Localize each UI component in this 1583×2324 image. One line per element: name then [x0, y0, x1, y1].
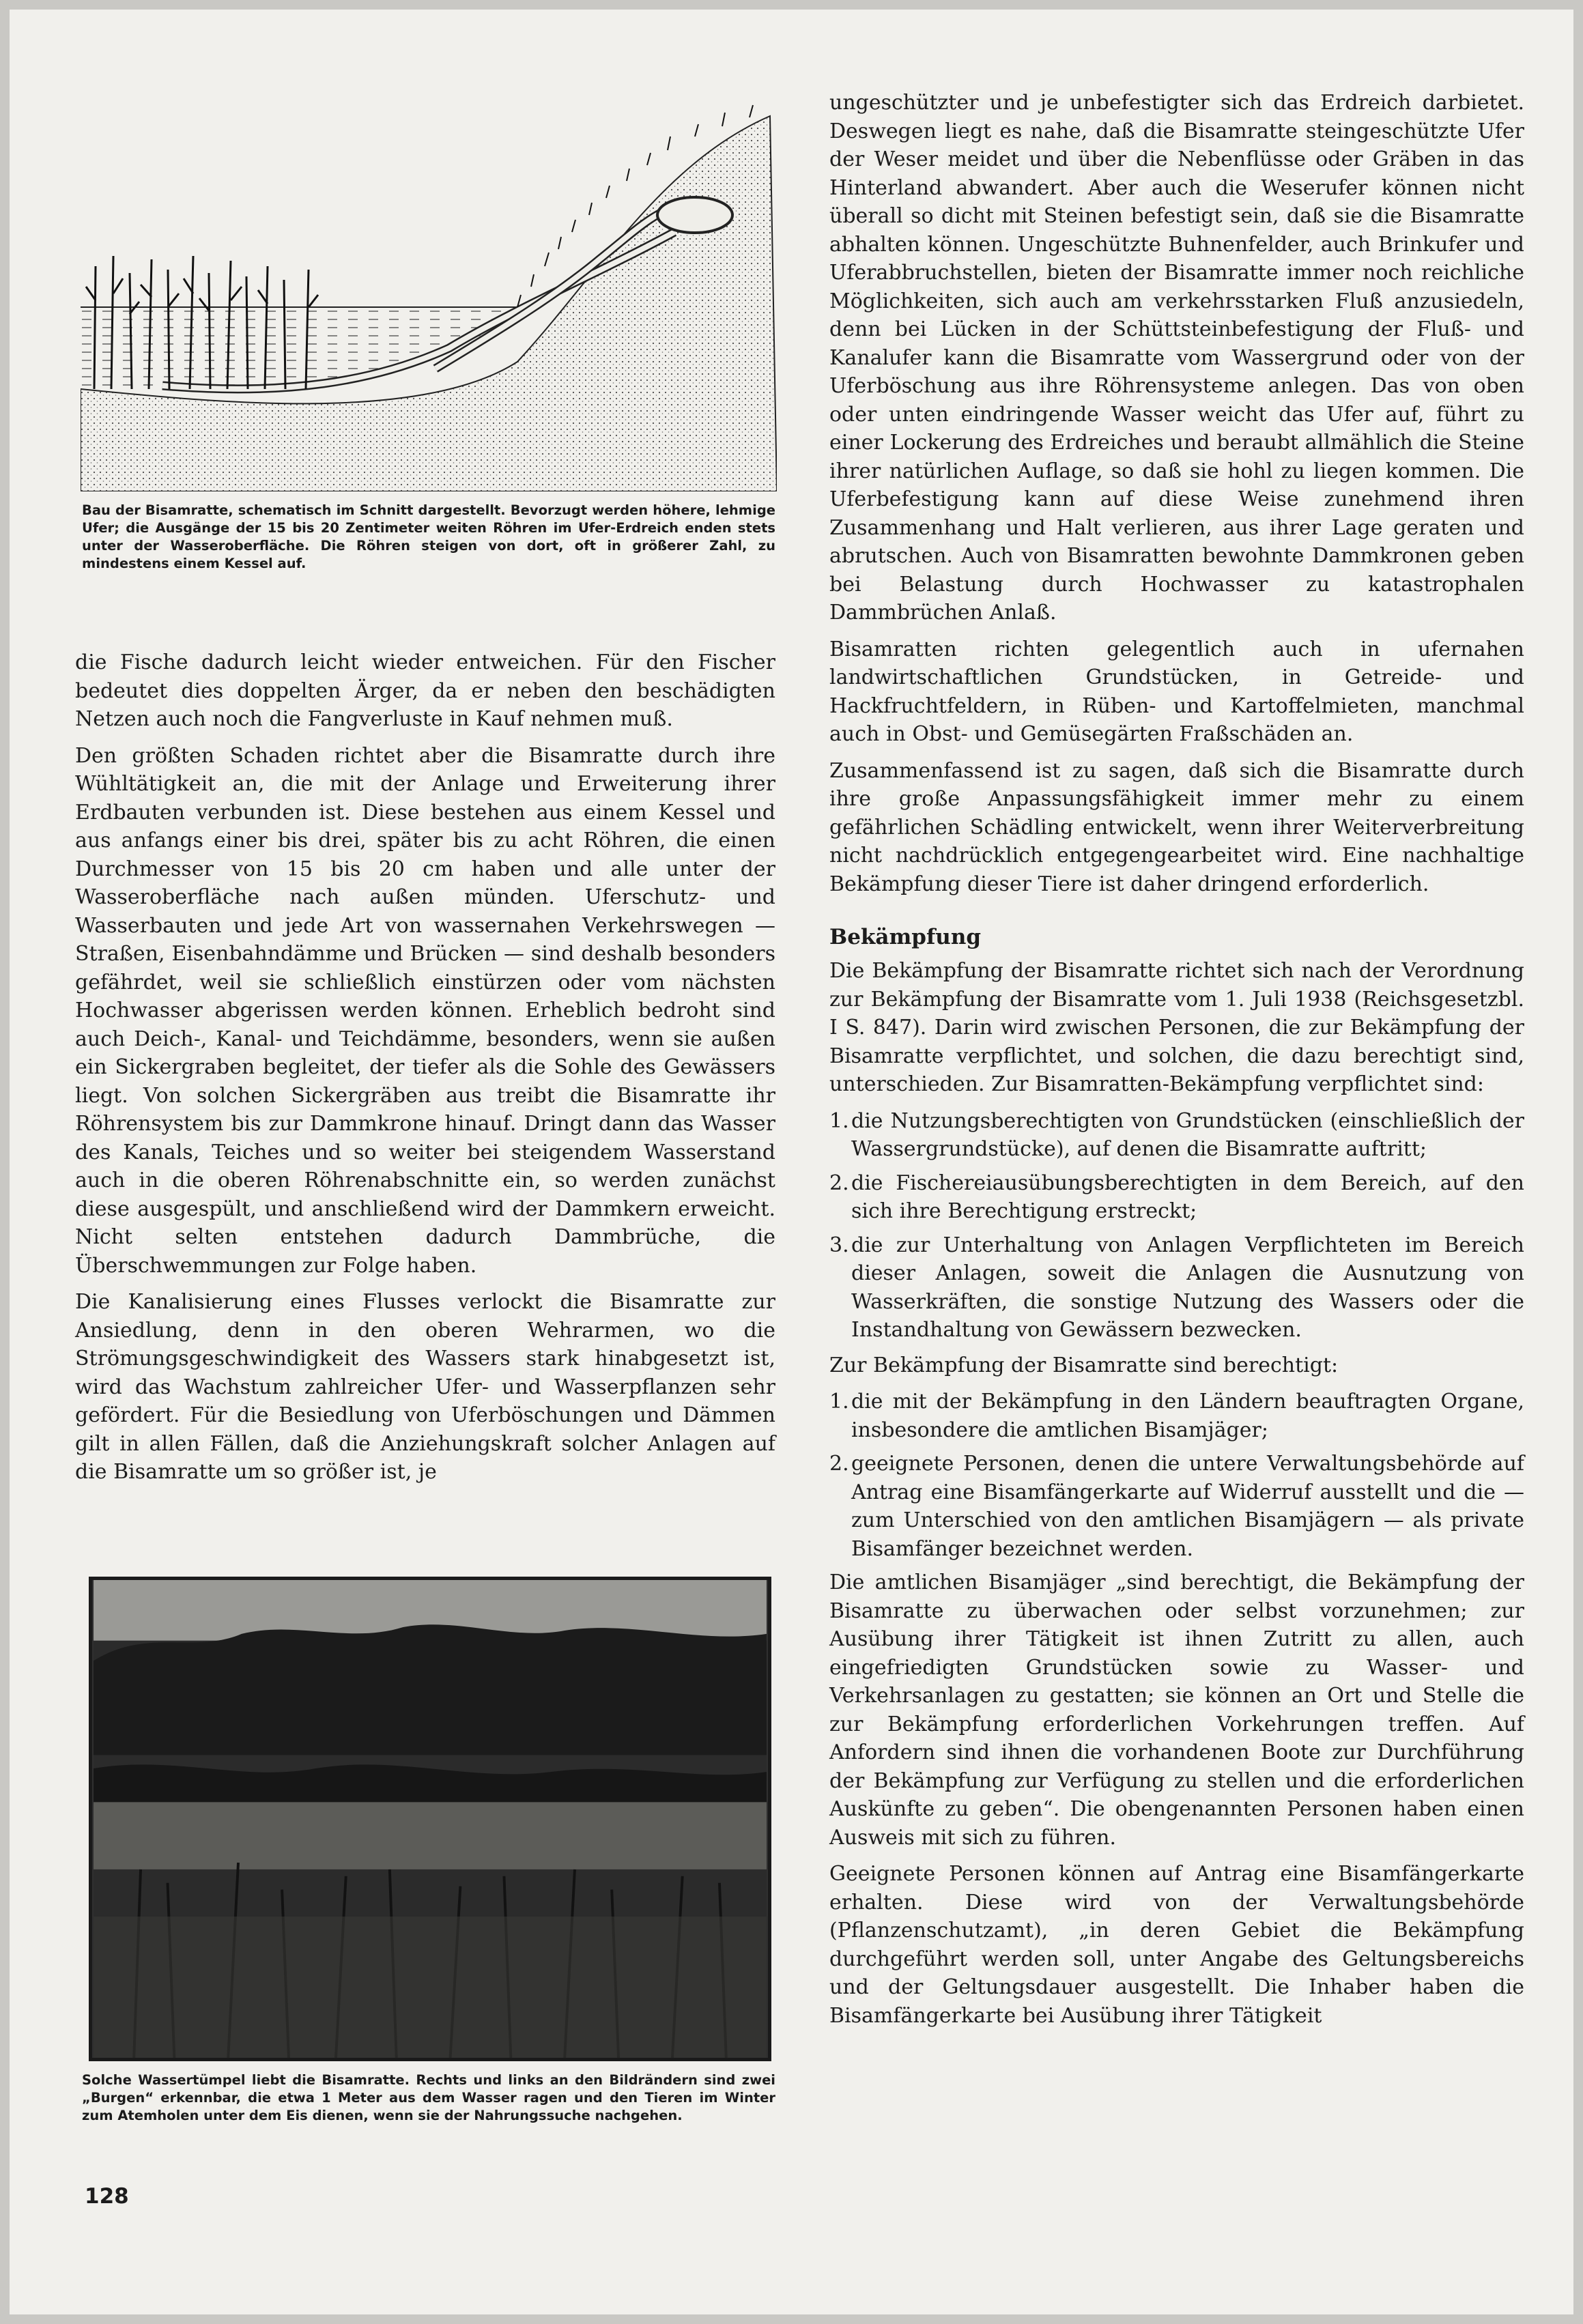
- list-item-text: die mit der Bekämpfung in den Ländern beauftragten Organe, insbesondere die amtlichen Bisamjäger;: [851, 1390, 1524, 1442]
- tree-line: [94, 1624, 767, 1755]
- pond-photograph: [89, 1577, 771, 2061]
- list-item: [829, 1450, 1524, 1563]
- list-item: [829, 1169, 1524, 1226]
- entitled-list: [829, 1388, 1524, 1563]
- lower-water: [94, 1917, 767, 2058]
- left-column: [75, 648, 775, 1495]
- photo-caption: Solche Wassertümpel liebt die Bisamratte. Rechts und links an den Bildrändern sind zwei „Burgen“ erkennbar, die etwa 1 Meter aus dem Wasser ragen und den Tieren im Winter zum Atemholen unter dem Eis dienen, wenn sie der Nahrungssuche nachgehen.: [82, 2072, 775, 2123]
- paragraph: Geeignete Personen können auf Antrag eine Bisamfängerkarte erhalten. Diese wird von der Verwaltungsbehörde (Pflanzenschutzamt), „in deren Gebiet die Bekämpfung durchgeführt werden soll, unter Angabe des Geltungsbereichs und der Geltungsdauer ausgestellt. Die Inhaber haben die Bisamfängerkarte bei Ausübung ihrer Tätigkeit: [829, 1862, 1524, 2028]
- list-number: 1.: [829, 1390, 849, 1414]
- paragraph: die Fische dadurch leicht wieder entweichen. Für den Fischer bedeutet dies doppelten Ärger, da er neben den beschädigten Netzen auch noch die Fangverluste in Kauf nehmen muß.: [75, 650, 775, 731]
- list-item-text: geeignete Personen, denen die untere Verwaltungsbehörde auf Antrag eine Bisamfängerkarte auf Widerruf ausstellt und die — zum Unterschied von den amtlichen Bisamjägern — als private Bisamfänger bezeichnet werden.: [851, 1452, 1524, 1561]
- paragraph: Den größten Schaden richtet aber die Bisamratte durch ihre Wühltätigkeit an, die mit der Anlage und Erweiterung ihrer Erdbauten verbunden ist. Diese bestehen aus einem Kessel und aus anfangs einer bis drei, später bis zu acht Röhren, die einen Durchmesser von 15 bis 20 cm haben und alle unter der Wasseroberfläche nach außen münden. Uferschutz- und Wasserbauten und jede Art von wassernahen Verkehrswegen — Straßen, Eisenbahndämme und Brücken — sind deshalb besonders gefährdet, weil sie schließlich einstürzen oder vom nächsten Hochwasser abgerissen werden können. Erheblich bedroht sind auch Deich-, Kanal- und Teichdämme, besonders, wenn sie außen ein Sickergraben begleitet, der tiefer als die Sohle des Gewässers liegt. Von solchen Sickergräben aus treibt die Bisamratte ihr Röhrensystem bis zur Dammkrone hinauf. Dringt dann das Wasser des Kanals, Teiches und so weiter bei steigendem Wasserstand auch in die oberen Röhrenabschnitte ein, so werden zunächst diese ausgespült, und anschließend wird der Dammkern erweicht. Nicht selten entstehen dadurch Dammbrüche, die Überschwemmungen zur Folge haben.: [75, 743, 775, 1278]
- list-number: 3.: [829, 1233, 849, 1257]
- right-column: [829, 89, 1524, 2038]
- paragraph: Die Kanalisierung eines Flusses verlockt die Bisamratte zur Ansiedlung, denn in den oberen Wehrarmen, wo die Strömungsgeschwindigkeit des Wassers stark hinabgesetzt ist, wird das Wachstum zahlreicher Ufer- und Wasserpflanzen sehr gefördert. Für die Besiedlung von Uferböschungen und Dämmen gilt in allen Fällen, daß die Anziehungskraft solcher Anlagen auf die Bisamratte um so größer ist, je: [75, 1290, 775, 1484]
- nest-chamber: [657, 197, 732, 233]
- diagram-caption: Bau der Bisamratte, schematisch im Schnitt dargestellt. Bevorzugt werden höhere, lehmige Ufer; die Ausgänge der 15 bis 20 Zentimeter weiten Röhren im Ufer-Erdreich enden stets unter der Wasseroberfläche. Die Röhren steigen von dort, oft in größerer Zahl, zu mindestens einem Kessel auf.: [82, 502, 775, 571]
- list-item: [829, 1388, 1524, 1444]
- paragraph: Die Bekämpfung der Bisamratte richtet sich nach der Verordnung zur Bekämpfung der Bisamratte vom 1. Juli 1938 (Reichsgesetzbl. I S. 847). Darin wird zwischen Personen, die zur Bekämpfung der Bisamratte verpflichtet, und solchen, die dazu berechtigt sind, unterschieden. Zur Bisamratten-Bekämpfung verpflichtet sind:: [829, 959, 1524, 1096]
- paragraph: Zur Bekämpfung der Bisamratte sind berechtigt:: [829, 1353, 1339, 1377]
- list-item: [829, 1107, 1524, 1164]
- obligated-list: [829, 1107, 1524, 1345]
- paragraph: Bisamratten richten gelegentlich auch in ufernahen landwirtschaftlichen Grundstücken, in Getreide- und Hackfruchtfeldern, in Rüben- und Kartoffelmieten, manchmal auch in Obst- und Gemüsegärten Fraßschäden an.: [829, 637, 1524, 746]
- list-number: 2.: [829, 1452, 849, 1476]
- list-item: [829, 1231, 1524, 1345]
- paragraph: Die amtlichen Bisamjäger „sind berechtigt, die Bekämpfung der Bisamratte zu überwachen oder selbst vorzunehmen; zur Ausübung ihrer Tätigkeit ist ihnen Zutritt zu allen, auch eingefriedigten Grundstücken sowie zu Wasser- und Verkehrsanlagen zu gestatten; sie können an Ort und Stelle die zur Bekämpfung erforderlichen Vorkehrungen treffen. Auf Anfordern sind ihnen die vorhandenen Boote zur Durchführung der Bekämpfung zur Verfügung zu stellen und die erforderlichen Auskünfte zu geben“. Die obengenannten Personen haben einen Ausweis mit sich zu führen.: [829, 1570, 1524, 1850]
- paragraph: ungeschützter und je unbefestigter sich das Erdreich darbietet. Deswegen liegt es nahe, daß die Bisamratte steingeschützte Ufer der Weser meidet und über die Nebenflüsse oder Gräben in das Hinterland abwandert. Aber auch die Weserufer können nicht überall so dicht mit Steinen befestigt sein, daß sie die Bisamratte abhalten können. Ungeschützte Buhnenfelder, auch Brinkufer und Uferabbruchstellen, bieten der Bisamratte immer noch reichliche Möglichkeiten, sich auch am verkehrsstarken Fluß anzusiedeln, denn bei Lücken in der Schüttsteinbefestigung der Fluß- und Kanalufer kann die Bisamratte vom Wassergrund oder von der Uferböschung aus ihre Röhrensysteme anlegen. Das von oben oder unten eindringende Wasser weicht das Ufer auf, führt zu einer Lockerung des Erdreiches und beraubt allmählich die Steine ihrer natürlichen Auflage, so daß sie hohl zu liegen kommen. Die Uferbefestigung kann auf diese Weise zunehmend ihren Zusammenhang und Halt verlieren, aus ihrer Lage geraten und abrutschen. Auch von Bisamratten bewohnte Dammkronen geben bei Belastung durch Hochwasser zu katastrophalen Dammbrüchen Anlaß.: [829, 91, 1524, 625]
- burrow-diagram: [81, 102, 777, 491]
- page-number: 128: [85, 2184, 129, 2209]
- earth-bank: [81, 116, 777, 491]
- section-heading: Bekämpfung: [829, 925, 982, 949]
- list-item-text: die zur Unterhaltung von Anlagen Verpflichteten im Bereich dieser Anlagen, soweit die Anlagen die Ausnutzung von Wasserkräften, die sonstige Nutzung des Wassers oder die Instandhaltung von Gewässern bezwecken.: [851, 1233, 1524, 1342]
- list-number: 2.: [829, 1171, 849, 1195]
- paragraph: Zusammenfassend ist zu sagen, daß sich die Bisamratte durch ihre große Anpassungsfähigkeit immer mehr zu einem gefährlichen Schädling entwickelt, wenn ihrer Weiterverbreitung nicht nachdrücklich entgegengearbeitet wird. Eine nachhaltige Bekämpfung dieser Tiere ist daher dringend erforderlich.: [829, 758, 1524, 896]
- list-item-text: die Nutzungsberechtigten von Grundstücken (einschließlich der Wassergrundstücke), auf denen die Bisamratte auftritt;: [851, 1108, 1524, 1161]
- list-item-text: die Fischereiausübungsberechtigten in dem Bereich, auf den sich ihre Berechtigung erstreckt;: [851, 1171, 1524, 1223]
- list-number: 1.: [829, 1108, 849, 1133]
